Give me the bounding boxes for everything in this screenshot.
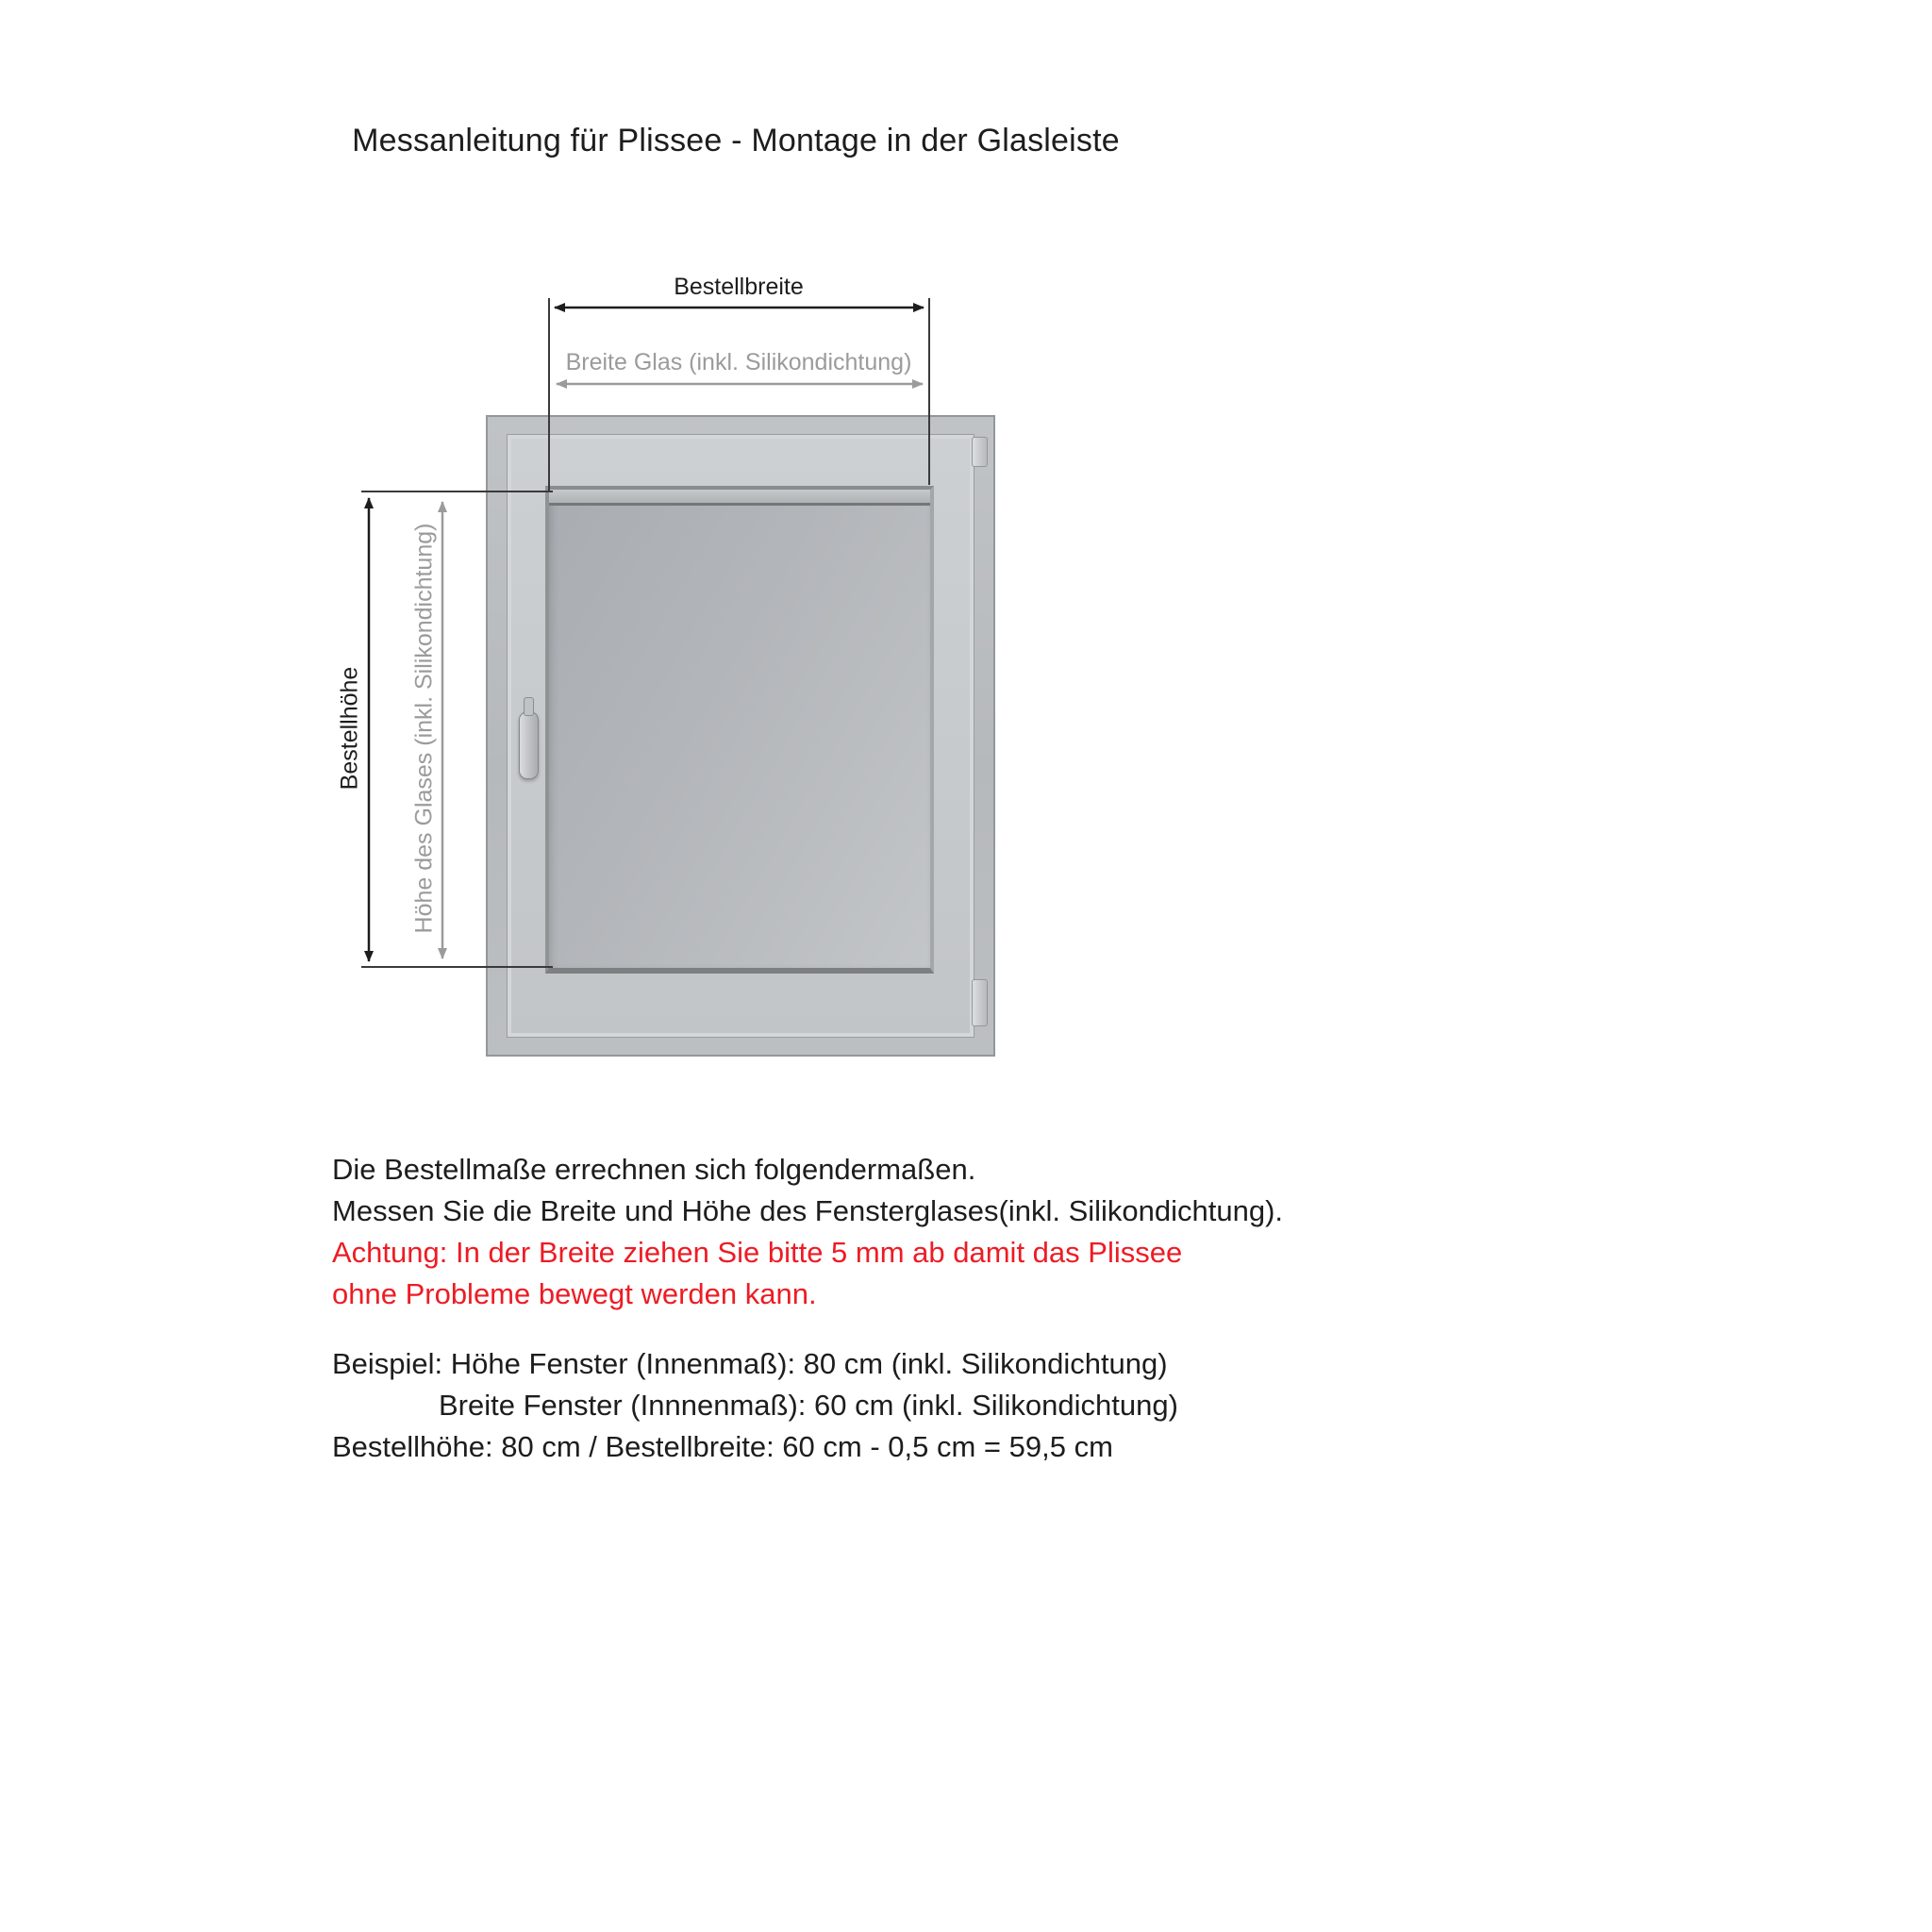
hoehe-glas-label: Höhe des Glases (inkl. Silikondichtung) [410,523,438,934]
instruction-line-1: Die Bestellmaße errechnen sich folgendermaßen. [332,1153,976,1186]
example-line-2: Breite Fenster (Innnenmaß): 60 cm (inkl. Silikondichtung) [439,1389,1178,1422]
glass-top-profile [549,490,930,506]
window-handle [519,711,539,779]
example-line-3: Bestellhöhe: 80 cm / Bestellbreite: 60 cm - 0,5 cm = 59,5 cm [332,1430,1113,1463]
instruction-line-2: Messen Sie die Breite und Höhe des Fensterglases(inkl. Silikondichtung). [332,1194,1284,1227]
page-title: Messanleitung für Plissee - Montage in der Glasleiste [352,123,1120,158]
warning-line-1: Achtung: In der Breite ziehen Sie bitte 5 mm ab damit das Plissee [332,1236,1183,1269]
warning-line-2: ohne Probleme bewegt werden kann. [332,1277,817,1310]
bestellbreite-label: Bestellbreite [674,274,804,300]
hinge-bottom [972,979,988,1026]
breite-glas-label: Breite Glas (inkl. Silikondichtung) [565,349,912,375]
window-frame [486,415,995,1057]
instructions-block [332,1149,1283,1468]
window-glass [545,486,934,974]
hinge-top [972,437,988,467]
example-line-1: Beispiel: Höhe Fenster (Innenmaß): 80 cm (inkl. Silikondichtung) [332,1347,1168,1380]
bestellhoehe-label: Bestellhöhe [336,666,363,791]
text-spacer [332,1315,1283,1343]
